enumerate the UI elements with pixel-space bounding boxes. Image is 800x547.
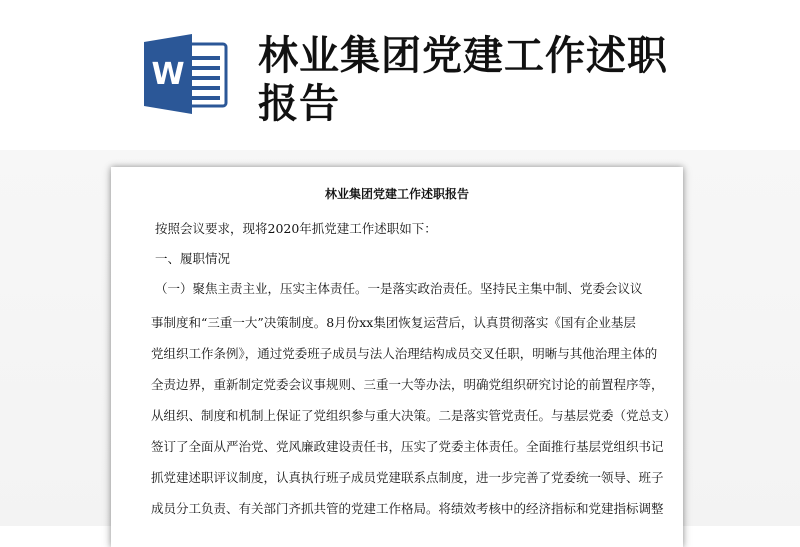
- paragraph-line: 事制度和“三重一大”决策制度。8月份xx集团恢复运营后，认真贯彻落实《国有企业基层: [151, 315, 636, 330]
- document-page: [111, 167, 683, 547]
- paragraph-line: 签订了全面从严治党、党风廉政建设责任书，压实了党委主体责任。全面推行基层党组织书记: [151, 439, 664, 454]
- paragraph-line: 党组织工作条例》，通过党委班子成员与法人治理结构成员交叉任职，明晰与其他治理主体的: [151, 346, 658, 361]
- document-title: 林业集团党建工作述职报告: [324, 187, 469, 201]
- header-band: [0, 0, 800, 150]
- paragraph-line: 按照会议要求，现将2020年抓党建工作述职如下：: [155, 221, 437, 236]
- paragraph-line: （一）聚焦主责主业，压实主体责任。一是落实政治责任。坚持民主集中制、党委会议议: [155, 281, 643, 296]
- paragraph-line: 从组织、制度和机制上保证了党组织参与重大决策。二是落实管党责任。与基层党委（党总支）: [151, 408, 677, 423]
- paragraph-line: 成员分工负责、有关部门齐抓共管的党建工作格局。将绩效考核中的经济指标和党建指标调整: [151, 501, 664, 516]
- section-heading: 一、履职情况: [155, 251, 231, 266]
- paragraph-line: 全责边界，重新制定党委会议事规则、三重一大等办法，明确党组织研究讨论的前置程序等，: [151, 377, 664, 392]
- page-headline: 林业集团党建工作述职报告: [258, 33, 668, 127]
- word-letter: W: [151, 57, 185, 92]
- paragraph-line: 抓党建述职评议制度，认真执行班子成员党建联系点制度，进一步完善了党委统一领导、班子: [151, 470, 664, 485]
- word-icon: [142, 34, 228, 114]
